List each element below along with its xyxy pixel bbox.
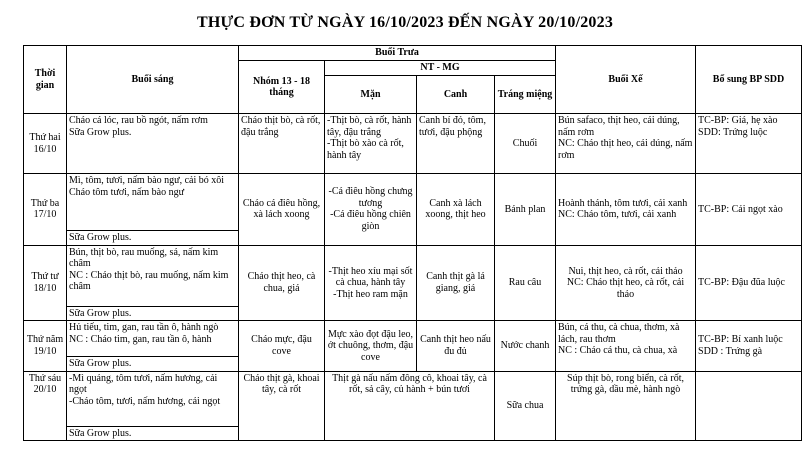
- breakfast-line: Cháo cá lóc, rau bồ ngót, nấm rơm: [69, 115, 208, 126]
- group13-cell: Cháo mực, đậu cove: [239, 321, 325, 372]
- day-name: Thứ tư: [31, 271, 59, 283]
- group13-cell: Cháo thịt heo, cà chua, giá: [239, 245, 325, 321]
- man-cell: [325, 245, 417, 321]
- afternoon-line: Bún safaco, thịt heo, cải dúng, nấm rơm: [558, 115, 680, 138]
- day-cell: [24, 245, 67, 321]
- extra-cell: [696, 245, 802, 321]
- extra-cell: [696, 114, 802, 174]
- breakfast-line: NC : Cháo tim, gan, rau tần ô, hành: [69, 333, 212, 345]
- day-name: Thứ sáu: [28, 372, 62, 384]
- menu-table: [23, 45, 802, 441]
- man-canh-cell: Thịt gà nấu nấm đông cô, khoai tây, cà rốt, sả cây, củ hành + bún tươi: [325, 371, 495, 441]
- header-lunch: Buổi Trưa: [239, 46, 556, 61]
- afternoon-cell: [556, 245, 696, 321]
- extra-line: SDD : Trứng gà: [698, 345, 763, 357]
- breakfast-milk: Sữa Grow plus.: [67, 426, 239, 441]
- header-man: Mặn: [325, 76, 417, 114]
- breakfast-cell: [67, 371, 239, 426]
- man-line: Mực xào đọt đậu leo, ớt chuông, thơm, đậu cove: [327, 328, 414, 363]
- breakfast-line: Sữa Grow plus.: [69, 126, 132, 138]
- dessert-cell: Sữa chua: [495, 371, 556, 441]
- breakfast-cell: [67, 174, 239, 231]
- table-row: [24, 174, 802, 231]
- breakfast-milk: Sữa Grow plus.: [67, 231, 239, 246]
- afternoon-line: Súp thịt bò, rong biển, cà rốt, trứng gà, dầu mè, hành ngò: [567, 372, 684, 395]
- extra-line: TC-BP: Giá, hẹ xào: [698, 115, 778, 126]
- header-dessert: Tráng miệng: [495, 76, 556, 114]
- extra-line: TC-BP: Cải ngọt xào: [698, 203, 783, 215]
- breakfast-cell: [67, 321, 239, 357]
- header-time: Thời gian: [24, 46, 67, 114]
- afternoon-line: Nui, thịt heo, cà rốt, cải thảo: [568, 265, 683, 277]
- man-line: -Thịt heo xíu mại sốt cà chua, hành tây: [328, 265, 413, 288]
- afternoon-cell: [556, 114, 696, 174]
- man-cell: [325, 114, 417, 174]
- breakfast-line: -Cháo tôm, tươi, nấm hương, cải ngọt: [69, 395, 221, 407]
- man-line: -Thịt bò, cà rốt, hành tây, đậu trắng: [327, 115, 412, 138]
- group13-cell: Cháo thịt gà, khoai tây, cà rốt: [239, 371, 325, 441]
- group13-cell: Cháo cá điêu hồng, xà lách xoong: [239, 174, 325, 246]
- header-afternoon: Buổi Xế: [556, 46, 696, 114]
- afternoon-cell: [556, 371, 696, 441]
- dessert-cell: Nước chanh: [495, 321, 556, 372]
- breakfast-milk: Sữa Grow plus.: [67, 357, 239, 372]
- breakfast-line: Mì, tôm, tươi, nấm bào ngư, cải bó xôi: [69, 175, 224, 186]
- man-cell: [325, 174, 417, 246]
- breakfast-cell: [67, 114, 239, 174]
- afternoon-cell: [556, 174, 696, 246]
- man-line: -Thịt bò xào cà rốt, hành tây: [327, 138, 404, 161]
- dessert-cell: Rau câu: [495, 245, 556, 321]
- table-row: [24, 114, 802, 174]
- day-date: 18/10: [33, 282, 57, 294]
- day-name: Thứ năm: [26, 334, 64, 346]
- table-row: [24, 321, 802, 357]
- header-canh: Canh: [417, 76, 495, 114]
- breakfast-line: Cháo tôm tươi, nấm bào ngư: [69, 186, 185, 198]
- man-line: -Thịt heo ram mặn: [333, 288, 408, 300]
- day-name: Thứ ba: [30, 197, 60, 209]
- breakfast-line: NC : Cháo thịt bò, rau muống, nấm kim châm: [69, 269, 229, 292]
- extra-cell: [696, 371, 802, 441]
- day-cell: [24, 321, 67, 372]
- breakfast-line: Bún, thịt bò, rau muống, sả, nấm kim châm: [69, 246, 219, 269]
- afternoon-line: NC: Cháo thịt heo, cà rốt, cải thảo: [566, 277, 685, 300]
- afternoon-line: NC: Cháo thịt heo, cải dúng, nấm rơm: [558, 138, 693, 161]
- canh-cell: Canh thịt gà lá giang, giá: [417, 245, 495, 321]
- header-group-13-18: Nhóm 13 - 18 tháng: [239, 61, 325, 114]
- afternoon-line: NC: Cháo tôm, tươi, cải xanh: [558, 209, 677, 221]
- day-cell: [24, 114, 67, 174]
- day-date: 20/10: [33, 384, 57, 395]
- group13-cell: Cháo thịt bò, cà rốt, đậu trắng: [239, 114, 325, 174]
- breakfast-line: -Mì quảng, tôm tươi, nấm hương, cải ngọt: [69, 372, 218, 395]
- day-date: 17/10: [33, 209, 57, 221]
- extra-line: SDD: Trứng luộc: [698, 126, 768, 138]
- header-extra: Bổ sung BP SDD: [696, 46, 802, 114]
- extra-cell: [696, 174, 802, 246]
- day-name: Thứ hai: [29, 132, 61, 143]
- table-row: [24, 245, 802, 306]
- afternoon-cell: [556, 321, 696, 372]
- day-cell: [24, 371, 67, 441]
- breakfast-line: Hủ tiếu, tim, gan, rau tần ô, hành ngò: [69, 322, 219, 333]
- breakfast-milk: Sữa Grow plus.: [67, 306, 239, 321]
- afternoon-line: Hoành thánh, tôm tươi, cải xanh: [558, 197, 688, 209]
- canh-cell: Canh xà lách xoong, thịt heo: [417, 174, 495, 246]
- extra-line: TC-BP: Bí xanh luộc: [698, 334, 783, 346]
- dessert-cell: Chuối: [495, 114, 556, 174]
- header-nt-mg: NT - MG: [325, 61, 556, 76]
- table-row: [24, 371, 802, 426]
- canh-cell: Canh bí đỏ, tôm, tươi, đậu phộng: [417, 114, 495, 174]
- header-breakfast: Buổi sáng: [67, 46, 239, 114]
- man-cell: [325, 321, 417, 372]
- extra-line: TC-BP: Đậu đũa luộc: [698, 277, 785, 288]
- dessert-cell: Bánh plan: [495, 174, 556, 246]
- afternoon-line: Bún, cá thu, cà chua, thơm, xà lách, rau thơm: [558, 322, 680, 345]
- man-line: -Cá điêu hồng chiên giòn: [330, 209, 411, 232]
- canh-cell: Canh thịt heo nấu đu đủ: [417, 321, 495, 372]
- man-line: -Cá điêu hồng chưng tương: [328, 186, 413, 209]
- breakfast-cell: [67, 245, 239, 306]
- day-cell: [24, 174, 67, 246]
- extra-cell: [696, 321, 802, 372]
- day-date: 16/10: [33, 143, 57, 155]
- page-title: THỰC ĐƠN TỪ NGÀY 16/10/2023 ĐẾN NGÀY 20/10/2023: [196, 14, 614, 31]
- day-date: 19/10: [33, 345, 57, 357]
- afternoon-line: NC : Cháo cá thu, cà chua, xà: [558, 345, 678, 356]
